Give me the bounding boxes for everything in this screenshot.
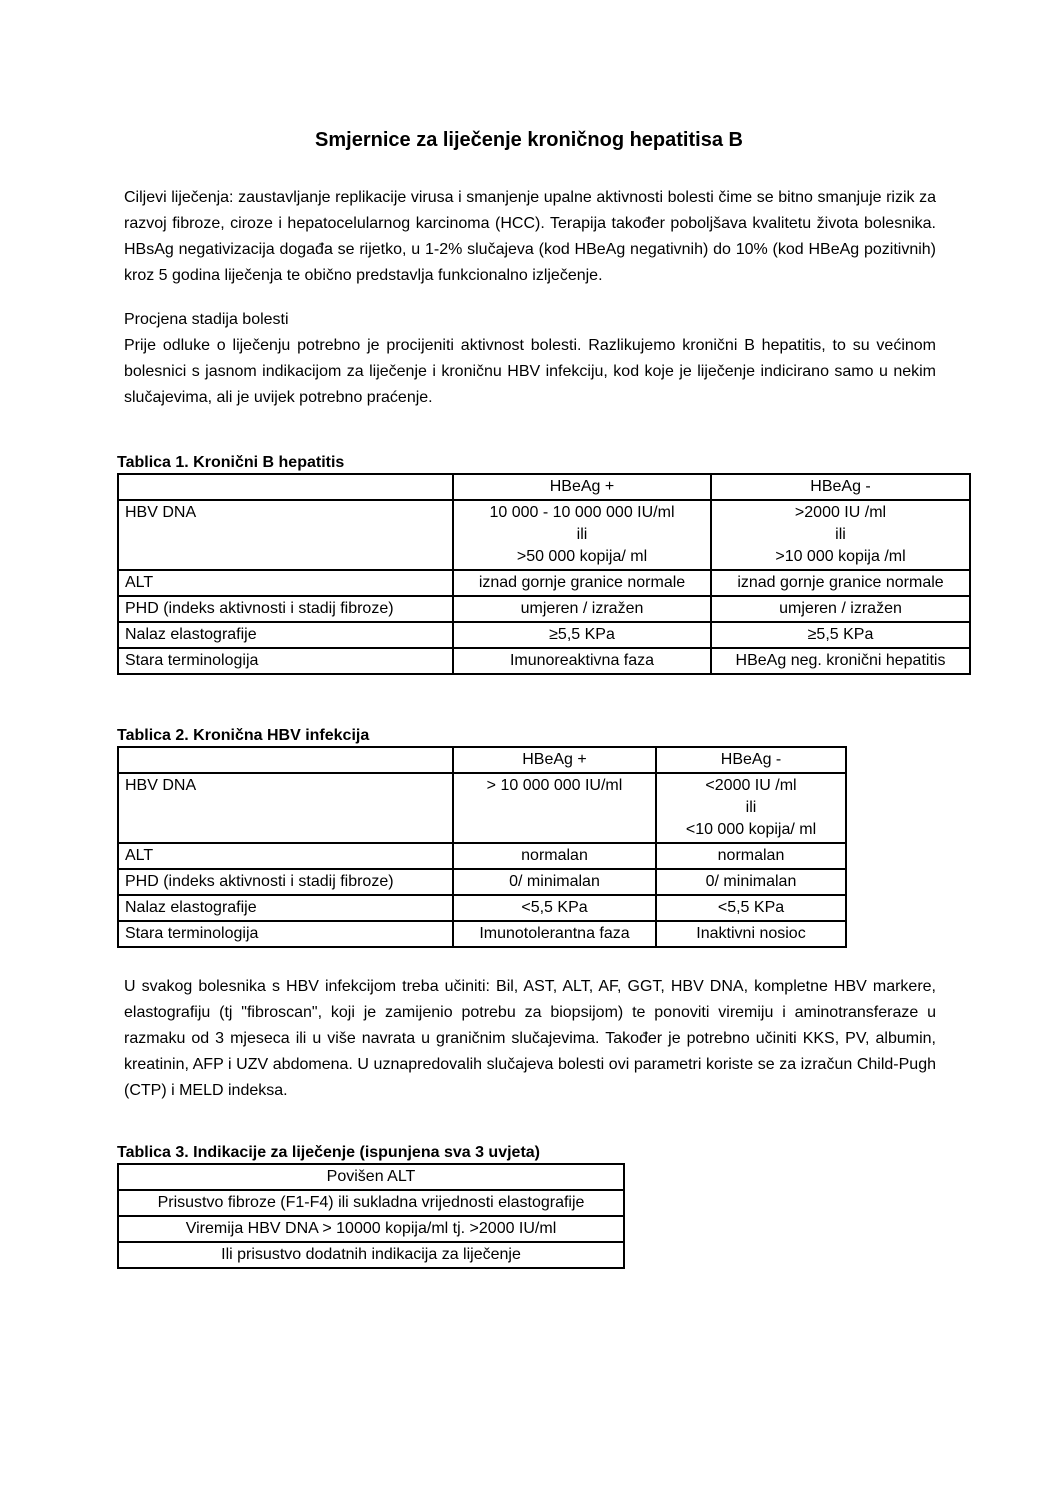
paragraph-workup: U svakog bolesnika s HBV infekcijom treba učiniti: Bil, AST, ALT, AF, GGT, HBV DNA, kompletne HBV markere, elastografiju (tj "fibroscan", koji je zamijenio potrebu za biopsijom) te ponoviti viremiju i aminotransferaze u razmaku od 3 mjeseca ili u više navrata u graničnim slučajevima. Također je potrebno učiniti KKS, PV, albumin, kreatinin, AFP i UZV abdomena. U uznapredovalih slučajeva bolesti ovi parametri koriste se za izračun Child-Pugh (CTP) i MELD indeksa. bbox=[124, 978, 936, 1099]
table2-header-empty-cell bbox=[118, 747, 453, 773]
table2-elastography-hbeag-pos: <5,5 KPa bbox=[453, 895, 656, 921]
table3-caption: Tablica 3. Indikacije za liječenje (ispunjena sva 3 uvjeta) bbox=[117, 1144, 540, 1161]
table1-header-empty-cell bbox=[118, 474, 453, 500]
table2-hbv-dna-label: HBV DNA bbox=[118, 773, 453, 843]
table2-alt-label: ALT bbox=[118, 843, 453, 869]
table1-hbv-dna-hbeag-neg bbox=[711, 500, 970, 570]
section-heading-disease-staging: Procjena stadija bolesti bbox=[124, 311, 289, 328]
table2-hbv-dna-hbeag-neg bbox=[656, 773, 846, 843]
table3-treatment-indications bbox=[117, 1163, 625, 1269]
table-row bbox=[118, 1164, 624, 1190]
table-row bbox=[118, 921, 846, 947]
cell-line: ili bbox=[745, 799, 757, 816]
table3-row-fibrosis: Prisustvo fibroze (F1-F4) ili sukladna vrijednosti elastografije bbox=[118, 1190, 624, 1216]
table1-alt-hbeag-neg: iznad gornje granice normale bbox=[711, 570, 970, 596]
table2-old-terminology-label: Stara terminologija bbox=[118, 921, 453, 947]
table-row bbox=[118, 622, 970, 648]
table1-caption: Tablica 1. Kronični B hepatitis bbox=[117, 454, 345, 471]
table2-caption: Tablica 2. Kronična HBV infekcija bbox=[117, 727, 370, 744]
table2-elastography-hbeag-neg: <5,5 KPa bbox=[656, 895, 846, 921]
cell-line: <2000 IU /ml bbox=[705, 777, 797, 794]
table1-hbv-dna-hbeag-pos bbox=[453, 500, 711, 570]
table-row bbox=[118, 1242, 624, 1268]
cell-line: >50 000 kopija/ ml bbox=[516, 548, 648, 565]
table2-alt-hbeag-pos: normalan bbox=[453, 843, 656, 869]
cell-line: <10 000 kopija/ ml bbox=[685, 821, 817, 838]
table1-old-terminology-hbeag-pos: Imunoreaktivna faza bbox=[453, 648, 711, 674]
table3-row-elevated-alt: Povišen ALT bbox=[118, 1164, 624, 1190]
table1-hbv-dna-label: HBV DNA bbox=[118, 500, 453, 570]
table-row bbox=[118, 648, 970, 674]
table2-old-terminology-hbeag-neg: Inaktivni nosioc bbox=[656, 921, 846, 947]
table1-alt-hbeag-pos: iznad gornje granice normale bbox=[453, 570, 711, 596]
table2-header-hbeag-negative: HBeAg - bbox=[656, 747, 846, 773]
table1-chronic-b-hepatitis bbox=[117, 473, 971, 675]
table2-phd-hbeag-neg: 0/ minimalan bbox=[656, 869, 846, 895]
table1-old-terminology-label: Stara terminologija bbox=[118, 648, 453, 674]
table1-old-terminology-hbeag-neg: HBeAg neg. kronični hepatitis bbox=[711, 648, 970, 674]
table2-elastography-label: Nalaz elastografije bbox=[118, 895, 453, 921]
table2-phd-label: PHD (indeks aktivnosti i stadij fibroze) bbox=[118, 869, 453, 895]
cell-line: 10 000 - 10 000 000 IU/ml bbox=[489, 504, 675, 521]
table-row bbox=[118, 869, 846, 895]
table1-header-hbeag-negative: HBeAg - bbox=[711, 474, 970, 500]
table2-old-terminology-hbeag-pos: Imunotolerantna faza bbox=[453, 921, 656, 947]
table1-elastography-hbeag-pos: ≥5,5 KPa bbox=[453, 622, 711, 648]
table1-phd-hbeag-neg: umjeren / izražen bbox=[711, 596, 970, 622]
paragraph-disease-staging: Prije odluke o liječenju potrebno je procijeniti aktivnost bolesti. Razlikujemo kronični B hepatitis, to su većinom bolesnici s jasnom indikacijom za liječenje i kroničnu HBV infekciju, kod koje je liječenje indicirano samo u nekim slučajevima, ali je uvijek potrebno praćenje. bbox=[124, 337, 936, 406]
table-row bbox=[118, 843, 846, 869]
table-row bbox=[118, 570, 970, 596]
cell-line: ili bbox=[835, 526, 846, 543]
document-title: Smjernice za liječenje kroničnog hepatitisa B bbox=[315, 129, 743, 151]
table-row bbox=[118, 895, 846, 921]
cell-line: ili bbox=[576, 526, 588, 543]
table-row bbox=[118, 596, 970, 622]
table2-chronic-hbv-infection bbox=[117, 746, 847, 948]
table1-phd-hbeag-pos: umjeren / izražen bbox=[453, 596, 711, 622]
table-row bbox=[118, 500, 970, 570]
table1-phd-label: PHD (indeks aktivnosti i stadij fibroze) bbox=[118, 596, 453, 622]
cell-line: >2000 IU /ml bbox=[794, 504, 887, 521]
table1-alt-label: ALT bbox=[118, 570, 453, 596]
table-header-row bbox=[118, 747, 846, 773]
table2-hbv-dna-hbeag-pos: > 10 000 000 IU/ml bbox=[453, 773, 656, 843]
table2-header-hbeag-positive: HBeAg + bbox=[453, 747, 656, 773]
table-row bbox=[118, 1216, 624, 1242]
table1-header-hbeag-positive: HBeAg + bbox=[453, 474, 711, 500]
table2-alt-hbeag-neg: normalan bbox=[656, 843, 846, 869]
table-row bbox=[118, 773, 846, 843]
cell-line: >10 000 kopija /ml bbox=[775, 548, 906, 565]
paragraph-treatment-goals: Ciljevi liječenja: zaustavljanje replikacije virusa i smanjenje upalne aktivnosti bolesti čime se bitno smanjuje rizik za razvoj fibroze, ciroze i hepatocelularnog karcinoma (HCC). Terapija također poboljšava kvalitetu života bolesnika. HBsAg negativizacija događa se rijetko, u 1-2% slučajeva (kod HBeAg negativnih) do 10% (kod HBeAg pozitivnih) kroz 5 godina liječenja te obično predstavlja funkcionalno izlječenje. bbox=[124, 189, 936, 284]
table2-phd-hbeag-pos: 0/ minimalan bbox=[453, 869, 656, 895]
table-header-row bbox=[118, 474, 970, 500]
table3-row-additional-indications: Ili prisustvo dodatnih indikacija za liječenje bbox=[118, 1242, 624, 1268]
table3-row-viremia: Viremija HBV DNA > 10000 kopija/ml tj. >2000 IU/ml bbox=[118, 1216, 624, 1242]
table1-elastography-hbeag-neg: ≥5,5 KPa bbox=[711, 622, 970, 648]
table1-elastography-label: Nalaz elastografije bbox=[118, 622, 453, 648]
table-row bbox=[118, 1190, 624, 1216]
